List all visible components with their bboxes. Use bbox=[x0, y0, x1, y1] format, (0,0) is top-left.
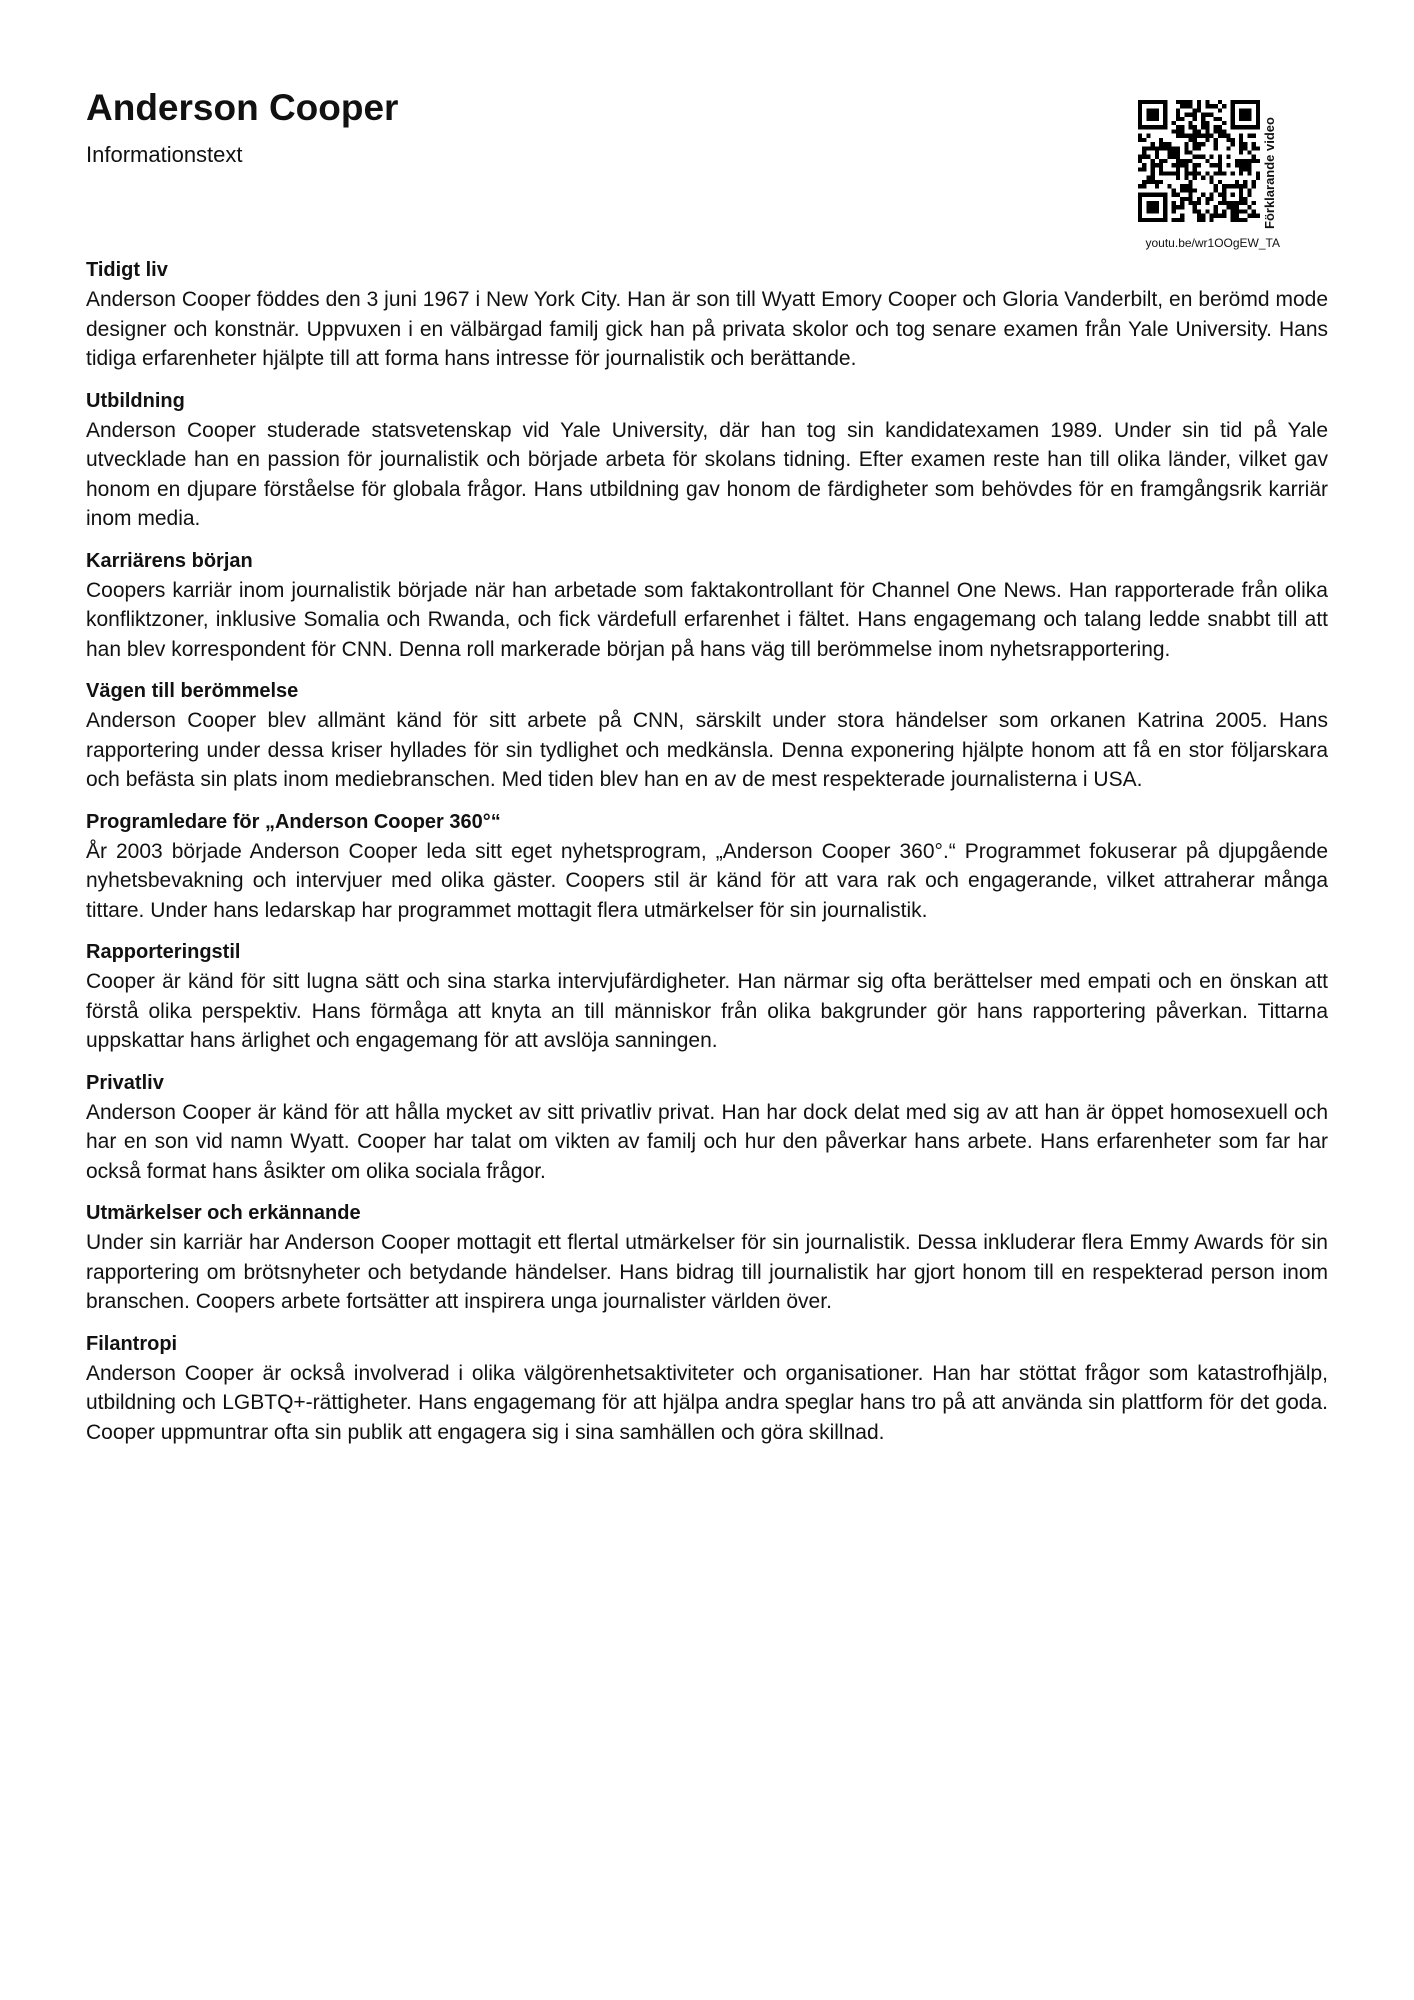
section-body: Under sin karriär har Anderson Cooper mottagit ett flertal utmärkelser för sin journalistik. Dessa inkluderar flera Emmy Awards för sin rapportering om brötsnyheter och betydande händelser. Hans bidrag till journalistik har gjort honom till en respekterad person inom branschen. Coopers arbete fortsätter att inspirera unga journalister världen över. bbox=[86, 1231, 1328, 1313]
section-early-life bbox=[86, 256, 1328, 374]
qr-url[interactable]: youtu.be/wr1OOgEW_TA bbox=[1145, 236, 1280, 250]
section-philanthropy bbox=[86, 1330, 1328, 1448]
section-ac360 bbox=[86, 808, 1328, 926]
page-subtitle: Informationstext bbox=[86, 142, 243, 167]
section-body: Coopers karriär inom journalistik började när han arbetade som faktakontrollant för Channel One News. Han rapporterade från olika konfliktzoner, inklusive Somalia och Rwanda, och fick värdefull erfarenhet i fältet. Hans engagemang och talang ledde snabbt till att han blev korrespondent för CNN. Denna roll markerade början på hans väg till berömmelse inom nyhetsrapportering. bbox=[86, 578, 1328, 661]
document-body bbox=[86, 256, 1328, 1460]
section-heading: Rapporteringstil bbox=[86, 941, 241, 963]
section-heading: Utbildning bbox=[86, 389, 185, 412]
section-body: Anderson Cooper blev allmänt känd för sitt arbete på CNN, särskilt under stora händelser som orkanen Katrina 2005. Hans rapportering under dessa kriser hyllades för sin tydlighet och medkänsla. Denna exponering hjälpte honom att få en stor följarskara och befästa sin plats inom mediebranschen. Med tiden blev han en av de mest respekterade journalisterna i USA. bbox=[86, 709, 1328, 791]
qr-block bbox=[1120, 98, 1280, 256]
qr-video-label: Förklarande video bbox=[1262, 117, 1277, 229]
section-body: Anderson Cooper är också involverad i olika välgörenhetsaktiviteter och organisationer. Han har stöttat frågor som katastrofhjälp, utbildning och LGBTQ+-rättigheter. Hans engagemang för att hjälpa andra speglar hans tro på att använda sin plattform för det goda. Cooper uppmuntrar ofta sin publik att engagera sig i sina samhällen och göra skillnad. bbox=[86, 1361, 1328, 1444]
section-heading: Vägen till berömmelse bbox=[86, 680, 299, 702]
section-heading: Programledare för „Anderson Cooper 360°“ bbox=[86, 810, 501, 833]
section-heading: Karriärens början bbox=[86, 549, 253, 572]
section-body: Anderson Cooper studerade statsvetenskap vid Yale University, där han tog sin kandidatexamen 1989. Under sin tid på Yale utvecklade han en passion för journalistik och började arbeta för skolans tidning. Efter examen reste han till olika länder, vilket gav honom en djupare förståelse för globala frågor. Hans utbildning gav honom de färdigheter som behövdes för en framgångsrik karriär inom media. bbox=[86, 418, 1328, 530]
section-heading: Utmärkelser och erkännande bbox=[86, 1202, 361, 1224]
section-body: Anderson Cooper föddes den 3 juni 1967 i New York City. Han är son till Wyatt Emory Cooper och Gloria Vanderbilt, en berömd mode designer och konstnär. Uppvuxen i en välbärgad familj gick han på privata skolor och tog senare examen från Yale University. Hans tidiga erfarenheter hjälpte till att forma hans intresse för journalistik och berättande. bbox=[86, 288, 1328, 370]
section-career-start bbox=[86, 547, 1328, 665]
section-body: Cooper är känd för sitt lugna sätt och sina starka intervjufärdigheter. Han närmar sig ofta berättelser med empati och en önskan att förstå olika perspektiv. Hans förmåga att knyta an till människor från olika bakgrunder gör hans rapportering påverkan. Tittarna uppskattar hans ärlighet och engagemang för att avslöja sanningen. bbox=[86, 970, 1328, 1052]
section-body: År 2003 började Anderson Cooper leda sitt eget nyhetsprogram, „Anderson Cooper 360°.“ Programmet fokuserar på djupgående nyhetsbevakning och intervjuer med olika gäster. Coopers stil är känd för att vara rak och engagerande, vilket attraherar många tittare. Under hans ledarskap har programmet mottagit flera utmärkelser för sin journalistik. bbox=[86, 839, 1328, 922]
section-private-life bbox=[86, 1069, 1328, 1187]
section-heading: Privatliv bbox=[86, 1071, 164, 1094]
qr-code-icon[interactable] bbox=[1138, 100, 1260, 222]
section-body: Anderson Cooper är känd för att hålla mycket av sitt privatliv privat. Han har dock delat med sig av att han är öppet homosexuell och har en son vid namn Wyatt. Cooper har talat om vikten av familj och hur den påverkar hans arbete. Hans erfarenheter som far har också format hans åsikter om olika sociala frågor. bbox=[86, 1100, 1328, 1183]
section-road-to-fame bbox=[86, 677, 1328, 795]
section-reporting-style bbox=[86, 938, 1328, 1056]
section-heading: Tidigt liv bbox=[86, 259, 168, 281]
section-heading: Filantropi bbox=[86, 1332, 178, 1355]
page-title: Anderson Cooper bbox=[86, 87, 399, 128]
section-education bbox=[86, 387, 1328, 534]
section-awards bbox=[86, 1199, 1328, 1317]
